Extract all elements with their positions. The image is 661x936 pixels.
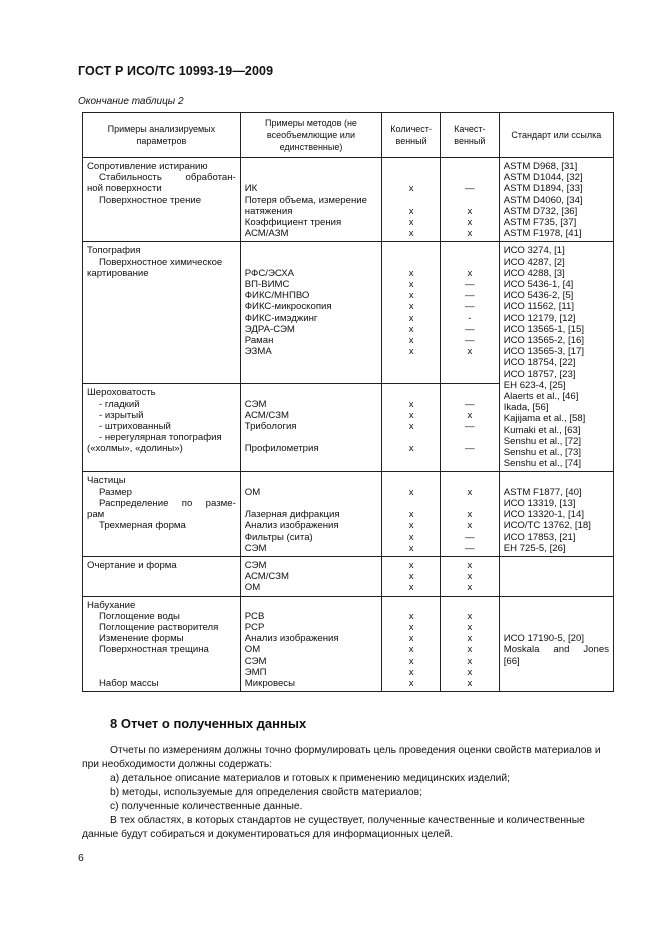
ref-line: ИСО 5436-2, [5]: [503, 290, 574, 302]
ref-line: ASTM F1877, [40]: [503, 486, 582, 498]
standards-cell: [499, 158, 613, 242]
quant-mark: x: [408, 666, 414, 678]
qual-mark: x: [467, 486, 473, 498]
params-cell: [83, 556, 241, 596]
params-cell: [83, 242, 241, 384]
method-line: СЭМ: [244, 559, 267, 571]
qual-mark: —: [465, 335, 475, 347]
qual-mark: —: [465, 542, 475, 554]
method-line: Лазерная дифракция: [244, 509, 340, 521]
qual-mark: x: [467, 409, 473, 421]
qual-mark: x: [467, 677, 473, 689]
ref-line: Alaerts et al., [46]: [503, 391, 579, 403]
qualitative-cell: [440, 242, 499, 384]
method-line: [245, 161, 377, 172]
qual-mark: -: [468, 312, 472, 324]
quant-mark: x: [408, 228, 414, 240]
quant-mark: x: [408, 677, 414, 689]
ref-line: ИСО 13565-3, [17]: [503, 346, 585, 358]
param-line: Стабильность обработан-: [99, 172, 236, 184]
quant-mark: x: [408, 183, 414, 195]
method-line: Трибология: [244, 421, 297, 433]
qual-mark: x: [467, 633, 473, 645]
method-line: АСМ/СЗМ: [244, 409, 290, 421]
param-line: Размер: [99, 486, 132, 498]
method-line: РСР: [244, 621, 265, 633]
ref-line: ЕН 725-5, [26]: [503, 542, 566, 554]
quant-mark: x: [408, 290, 414, 302]
method-line: АСМ/АЗМ: [244, 228, 289, 240]
method-line: АСМ/СЗМ: [244, 571, 290, 583]
section-list: [82, 772, 614, 814]
table-row: [83, 158, 614, 242]
methods-cell: [240, 556, 381, 596]
param-line: рам: [87, 509, 105, 521]
table-row: [83, 596, 614, 692]
ref-line: ИСО 4288, [3]: [503, 267, 565, 279]
method-line: ИК: [244, 183, 258, 195]
standards-cell-shared: [499, 242, 613, 472]
table-row: [83, 242, 614, 384]
qualitative-cell: [440, 384, 499, 472]
ref-line: ИСО 17190-5, [20]: [503, 633, 585, 645]
ref-line: ИСО 13565-2, [16]: [503, 335, 585, 347]
col-header-methods: Примеры методов (не всеобъемлющие или единственные): [240, 113, 381, 158]
quant-mark: x: [408, 559, 414, 571]
param-line: Распределение по разме-: [99, 497, 236, 509]
document-header: ГОСТ Р ИСО/ТС 10993-19—2009: [78, 64, 274, 78]
section-closing: В тех областях, в которых стандартов не существует, полученные качественные и количественные данные будут собираться и документироваться для информационных целей.: [82, 815, 585, 840]
method-line: ЭДРА-СЭМ: [244, 323, 295, 335]
method-line: СЭМ: [244, 655, 267, 667]
quant-mark: x: [408, 542, 414, 554]
qual-mark: x: [467, 644, 473, 656]
param-line: Набухание: [87, 599, 136, 611]
quantitative-cell: [382, 472, 441, 556]
methods-cell: [240, 472, 381, 556]
section-heading: 8 Отчет о полученных данных: [110, 716, 307, 731]
qual-mark: x: [467, 559, 473, 571]
quant-mark: x: [408, 610, 414, 622]
ref-line: ИСО 4287, [2]: [503, 256, 565, 268]
standards-cell: [499, 596, 613, 692]
qual-mark: x: [467, 582, 473, 594]
ref-line: ИСО 18757, [23]: [503, 368, 576, 380]
standards-cell: [499, 472, 613, 556]
quant-mark: x: [408, 655, 414, 667]
param-line: Сопротивление истиранию: [87, 161, 208, 172]
qual-mark: —: [465, 183, 475, 195]
method-line: ЭЗМА: [244, 346, 272, 358]
param-line: Частицы: [87, 475, 126, 487]
param-line: картирование: [87, 267, 149, 279]
ref-line: ИСО/ТС 13762, [18]: [503, 520, 591, 532]
qual-mark: x: [467, 228, 473, 240]
ref-line: ИСО 5436-1, [4]: [503, 279, 574, 291]
table-caption: Окончание таблицы 2: [78, 96, 184, 107]
param-line: Очертание и форма: [87, 559, 177, 571]
param-line: Набор массы: [99, 677, 159, 689]
params-cell: [83, 596, 241, 692]
ref-line: ИСО 13319, [13]: [503, 497, 576, 509]
method-line: Анализ изображения: [244, 633, 339, 645]
method-line: ВП-ВИМС: [244, 279, 290, 291]
quant-mark: x: [408, 531, 414, 543]
ref-line: [66]: [503, 655, 520, 667]
quant-mark: x: [408, 509, 414, 521]
ref-line: ИСО 11562, [11]: [503, 301, 575, 313]
ref-line: Kajijama et al., [58]: [503, 413, 586, 425]
param-line: Изменение формы: [99, 633, 184, 645]
ref-line: ИСО 18754, [22]: [503, 357, 576, 369]
method-line: РСВ: [244, 610, 265, 622]
quant-mark: x: [408, 633, 414, 645]
method-line: ОМ: [244, 486, 261, 498]
quant-mark: x: [408, 279, 414, 291]
quant-mark: x: [408, 486, 414, 498]
qual-mark: —: [465, 443, 475, 455]
method-line: натяжения: [244, 205, 293, 217]
col-header-quantitative: Количест-венный: [382, 113, 441, 158]
quantitative-cell: [382, 158, 441, 242]
table-header-row: [83, 113, 614, 158]
param-line: - гладкий: [99, 398, 140, 410]
param-line: Поверхностное химическое: [99, 256, 223, 268]
method-line: Профилометрия: [244, 443, 319, 455]
method-line: Микровесы: [244, 677, 296, 689]
method-line: ОМ: [244, 644, 261, 656]
method-line: Потеря объема, измерение: [244, 194, 367, 206]
method-line: ФИКС-имэджинг: [244, 312, 318, 324]
qual-mark: x: [467, 217, 473, 229]
quantitative-cell: [382, 556, 441, 596]
param-line: Топография: [87, 245, 141, 257]
quant-mark: x: [408, 346, 414, 358]
method-line: СЭМ: [244, 542, 267, 554]
qual-mark: x: [467, 571, 473, 583]
section-intro: Отчеты по измерениям должны точно формулировать цель проведения оценки свойств материалов и при необходимости должны содержать:: [82, 745, 601, 770]
ref-line: ИСО 17853, [21]: [503, 531, 576, 543]
ref-line: Senshu et al., [73]: [503, 447, 582, 459]
qualitative-cell: [440, 472, 499, 556]
list-item: c) полученные количественные данные.: [110, 801, 303, 812]
qual-mark: —: [465, 279, 475, 291]
quant-mark: x: [408, 267, 414, 279]
ref-line: Senshu et al., [74]: [503, 458, 582, 470]
ref-line: ИСО 3274, [1]: [503, 245, 565, 257]
ref-line: ИСО 13565-1, [15]: [503, 323, 585, 335]
ref-line: ЕН 623-4, [25]: [503, 379, 566, 391]
param-line: Поглощение воды: [99, 610, 180, 622]
qual-mark: x: [467, 267, 473, 279]
methods-cell: [240, 158, 381, 242]
ref-line: Ikada, [56]: [503, 402, 549, 414]
qualitative-cell: [440, 556, 499, 596]
method-line: ЭМП: [244, 666, 267, 678]
ref-line: ASTM D1894, [33]: [503, 183, 583, 195]
param-line: Поверхностное трение: [99, 194, 202, 206]
qual-mark: x: [467, 655, 473, 667]
quantitative-cell: [382, 596, 441, 692]
quant-mark: x: [408, 335, 414, 347]
page-number: 6: [78, 852, 84, 864]
quant-mark: x: [408, 323, 414, 335]
param-line: Трехмерная форма: [99, 520, 186, 532]
method-line: СЭМ: [244, 398, 267, 410]
quant-mark: x: [408, 301, 414, 313]
param-line: - изрытый: [99, 409, 144, 421]
quantitative-cell: [382, 242, 441, 384]
method-line: Коэффициент трения: [244, 217, 342, 229]
ref-line: ASTM D4060, [34]: [503, 194, 583, 206]
qual-mark: x: [467, 666, 473, 678]
param-line: Поглощение растворителя: [99, 621, 219, 633]
quant-mark: x: [408, 217, 414, 229]
quant-mark: x: [408, 582, 414, 594]
quant-mark: x: [408, 520, 414, 532]
ref-line: ИСО 12179, [12]: [503, 312, 576, 324]
quant-mark: x: [408, 312, 414, 324]
quant-mark: x: [408, 644, 414, 656]
methods-cell: [240, 242, 381, 384]
ref-line: ИСО 13320-1, [14]: [503, 509, 585, 521]
quant-mark: x: [408, 443, 414, 455]
ref-line: ASTM D1044, [32]: [503, 172, 583, 184]
params-cell: [83, 158, 241, 242]
method-line: ФИКС/МНПВО: [244, 290, 310, 302]
param-line: - штрихованный: [99, 421, 171, 433]
ref-line: Moskala and Jones: [503, 644, 609, 656]
method-line: РФС/ЭСХА: [244, 267, 295, 279]
qual-mark: —: [465, 531, 475, 543]
col-header-qualitative: Качест-венный: [440, 113, 499, 158]
standards-cell: [499, 556, 613, 596]
qual-mark: —: [465, 421, 475, 433]
qual-mark: —: [465, 290, 475, 302]
qual-mark: x: [467, 610, 473, 622]
methods-cell: [240, 384, 381, 472]
quant-mark: x: [408, 621, 414, 633]
ref-line: ASTM D968, [31]: [503, 161, 578, 172]
qualitative-cell: [440, 596, 499, 692]
qual-mark: x: [467, 205, 473, 217]
param-line: («холмы», «долины»): [87, 443, 183, 455]
qual-mark: —: [465, 301, 475, 313]
quant-mark: x: [408, 409, 414, 421]
method-line: ФИКС-микроскопия: [244, 301, 332, 313]
table-row: [83, 472, 614, 556]
method-line: [245, 172, 377, 183]
list-item: a) детальное описание материалов и готовых к применению медицинских изделий;: [110, 773, 510, 784]
quant-mark: x: [408, 571, 414, 583]
params-cell: [83, 472, 241, 556]
quant-mark: x: [408, 421, 414, 433]
method-line: ОМ: [244, 582, 261, 594]
table-row: [83, 556, 614, 596]
ref-line: Kumaki et al., [63]: [503, 424, 581, 436]
col-header-standard: Стандарт или ссылка: [499, 113, 613, 158]
quant-mark: x: [408, 205, 414, 217]
methods-cell: [240, 596, 381, 692]
qual-mark: x: [467, 520, 473, 532]
method-line: Анализ изображения: [244, 520, 339, 532]
ref-line: ASTM F1978, [41]: [503, 228, 582, 240]
list-item: b) методы, используемые для определения свойств материалов;: [110, 787, 422, 798]
col-header-params: Примеры анализируемых параметров: [83, 113, 241, 158]
param-line: ной поверхности: [87, 183, 162, 195]
ref-line: ASTM D732, [36]: [503, 205, 578, 217]
param-line: - нерегулярная топография: [99, 432, 222, 444]
params-cell: [83, 384, 241, 472]
method-line: Раман: [244, 335, 274, 347]
ref-line: ASTM F735, [37]: [503, 217, 577, 229]
qualitative-cell: [440, 158, 499, 242]
quantitative-cell: [382, 384, 441, 472]
properties-table: [82, 112, 614, 692]
qual-mark: x: [467, 346, 473, 358]
param-line: Шероховатость: [87, 387, 156, 399]
param-line: Поверхностная трещина: [99, 644, 209, 656]
ref-line: Senshu et al., [72]: [503, 435, 582, 447]
qual-mark: —: [465, 323, 475, 335]
qual-mark: —: [465, 398, 475, 410]
qual-mark: x: [467, 509, 473, 521]
quant-mark: x: [408, 398, 414, 410]
qual-mark: x: [467, 621, 473, 633]
method-line: Фильтры (сита): [244, 531, 313, 543]
